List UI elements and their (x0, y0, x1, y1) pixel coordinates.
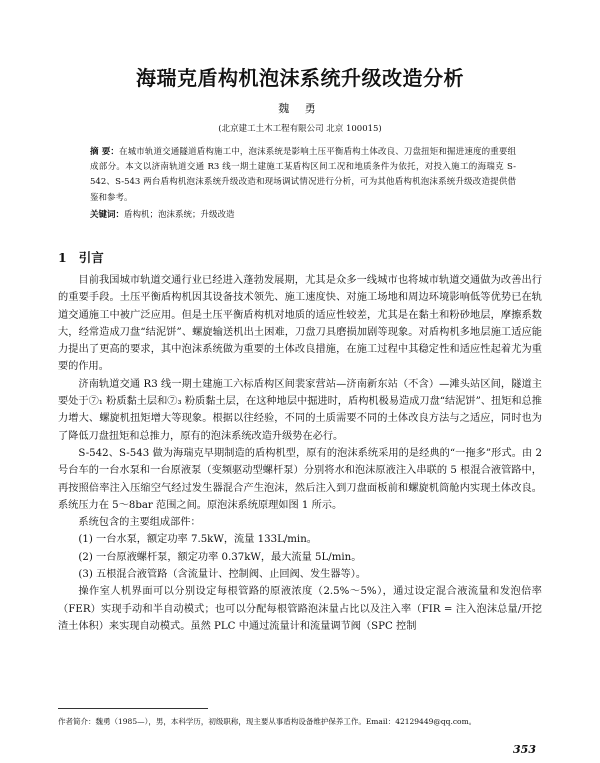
paragraph: 系统包含的主要组成部件： (78, 517, 201, 529)
abstract-label: 摘 要： (90, 147, 119, 157)
list-item: (3) 五根混合液管路（含流量计、控制阀、止回阀、发生器等）。 (78, 569, 367, 581)
list-item: (1) 一台水泵，额定功率 7.5kW，流量 133L/min。 (78, 534, 317, 546)
section-title: 引言 (78, 250, 104, 265)
author-name: 魏 勇 (278, 102, 322, 115)
paragraph: 济南轨道交通 R3 线一期土建施工六标盾构区间裴家营站—济南新东站（不含）—滩头站区间，隧道主要处于⑦₁ 粉质黏土层和⑦₃ 粉质黏土层，在这种地层中掘进时，盾构机极易造成刀盘“结泥饼”、扭矩和总推力增大、螺旋机扭矩增大等现象。根据以往经验，不同的土质需要不同的土体改良方法与之适应，同时也为了降低刀盘扭矩和总推力，原有的泡沫系统改造升级势在必行。 (58, 378, 542, 442)
section-number: 1 (58, 250, 67, 265)
abstract-text: 在城市轨道交通隧道盾构施工中，泡沫系统是影响土压平衡盾构土体改良、刀盘扭矩和掘进速度的重要组成部分。本文以济南轨道交通 R3 线一期土建施工某盾构区间工况和地质条件为依托，对投入施工的海瑞克 S-542、S-543 两台盾构机泡沫系统升级改造和现场调试情况进行分析，可为其他盾构机泡沫系统升级改造提供借鉴和参考。 (90, 147, 516, 203)
paragraph: 目前我国城市轨道交通行业已经进入蓬勃发展期，尤其是众多一线城市也将城市轨道交通做为改善出行的重要手段。土压平衡盾构机因其设备技术领先、施工速度快、对施工场地和周边环境影响低等优势已在轨道交通施工中被广泛应用。但是土压平衡盾构机对地质的适应性较差，尤其是在黏土和粉砂地层，摩擦系数大，经常造成刀盘“结泥饼”、螺旋输送机出土困难，刀盘刀具磨损加剧等现象。对盾构机多地层施工适应能力提出了更高的要求，其中泡沫系统做为重要的土体改良措施，在施工过程中其稳定性和适应性起着尤为重要的作用。 (58, 275, 542, 373)
keywords-text: 盾构机；泡沫系统；升级改造 (124, 210, 235, 220)
page-number: 353 (513, 743, 536, 756)
body-text (58, 272, 542, 635)
paper-title: 海瑞克盾构机泡沫系统升级改造分析 (136, 66, 464, 90)
footnote: 作者简介：魏勇（1985—），男，本科学历，初级职称，现主要从事盾构设备维护保养工作。Email：42129449@qq.com。 (58, 717, 477, 726)
list-item: (2) 一台原液螺杆泵，额定功率 0.37kW，最大流量 5L/min。 (78, 551, 362, 563)
abstract (90, 145, 516, 206)
paragraph: 操作室人机界面可以分别设定每根管路的原液浓度（2.5%～5%），通过设定混合液流量和发泡倍率（FER）实现手动和半自动模式；也可以分配每根管路泡沫量占比以及注入率（FIR = 注入泡沫总量/开挖渣土体积）来实现自动模式。虽然 PLC 中通过流量计和流量调节阀（SPC 控制 (58, 586, 542, 632)
keywords (90, 208, 516, 223)
paragraph: S-542、S-543 做为海瑞克早期制造的盾构机型，原有的泡沫系统采用的是经典的“一拖多”形式。由 2 号台车的一台水泵和一台原液泵（变频驱动型螺杆泵）分别将水和泡沫原液注入串联的 5 根混合液管路中，再按照倍率注入压缩空气经过发生器混合产生泡沫，然后注入到刀盘面板前和螺旋机筒舱内实现土体改良。系统压力在 5～8bar 范围之间。原泡沫系统原理如图 1 所示。 (58, 447, 542, 511)
keywords-label: 关键词： (90, 210, 125, 220)
affiliation: (北京建工土木工程有限公司 北京 100015) (218, 124, 382, 134)
section-heading (58, 248, 104, 266)
footnote-divider (58, 708, 208, 709)
